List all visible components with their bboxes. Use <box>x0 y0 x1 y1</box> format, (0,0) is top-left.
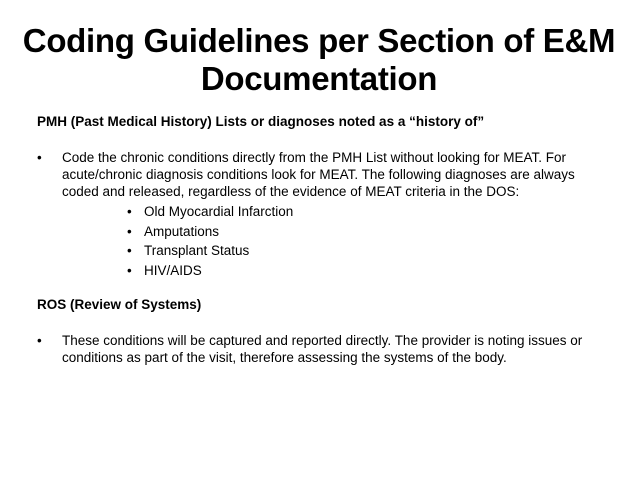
pmh-bullet <box>37 149 607 280</box>
pmh-sub-list <box>62 202 607 280</box>
sub-bullet-marker: • <box>127 204 132 219</box>
ros-bullet-text: These conditions will be captured and reported directly. The provider is noting issues or conditions as part of the visit, therefore assessing the systems of the body. <box>62 333 583 365</box>
slide-title <box>20 22 618 98</box>
slide-title-line-2: Documentation <box>200 60 438 97</box>
slide-title-line-1: Coding Guidelines per Section of E&M <box>22 22 616 59</box>
sub-list-item <box>62 241 607 261</box>
bullet-marker: • <box>37 150 42 165</box>
bullet-marker: • <box>37 333 42 348</box>
sub-item-label: Amputations <box>144 223 220 239</box>
sub-bullet-marker: • <box>127 243 132 258</box>
slide-body <box>37 113 607 366</box>
sub-item-label: HIV/AIDS <box>144 262 202 278</box>
sub-list-item <box>62 202 607 222</box>
sub-list-item <box>62 261 607 281</box>
pmh-bullet-text: Code the chronic conditions directly from the PMH List without looking for MEAT. For acute/chronic diagnosis conditions look for MEAT. The following diagnoses are always coded and released, regardless of the evidence of MEAT criteria in the DOS: <box>62 150 575 199</box>
sub-list-item <box>62 222 607 242</box>
sub-bullet-marker: • <box>127 223 132 239</box>
pmh-heading: PMH (Past Medical History) Lists or diagnoses noted as a “history of” <box>37 114 485 129</box>
sub-bullet-marker: • <box>127 262 132 278</box>
sub-item-label: Transplant Status <box>144 243 250 258</box>
ros-heading: ROS (Review of Systems) <box>37 297 202 312</box>
ros-bullet <box>37 332 607 366</box>
sub-item-label: Old Myocardial Infarction <box>144 204 294 219</box>
